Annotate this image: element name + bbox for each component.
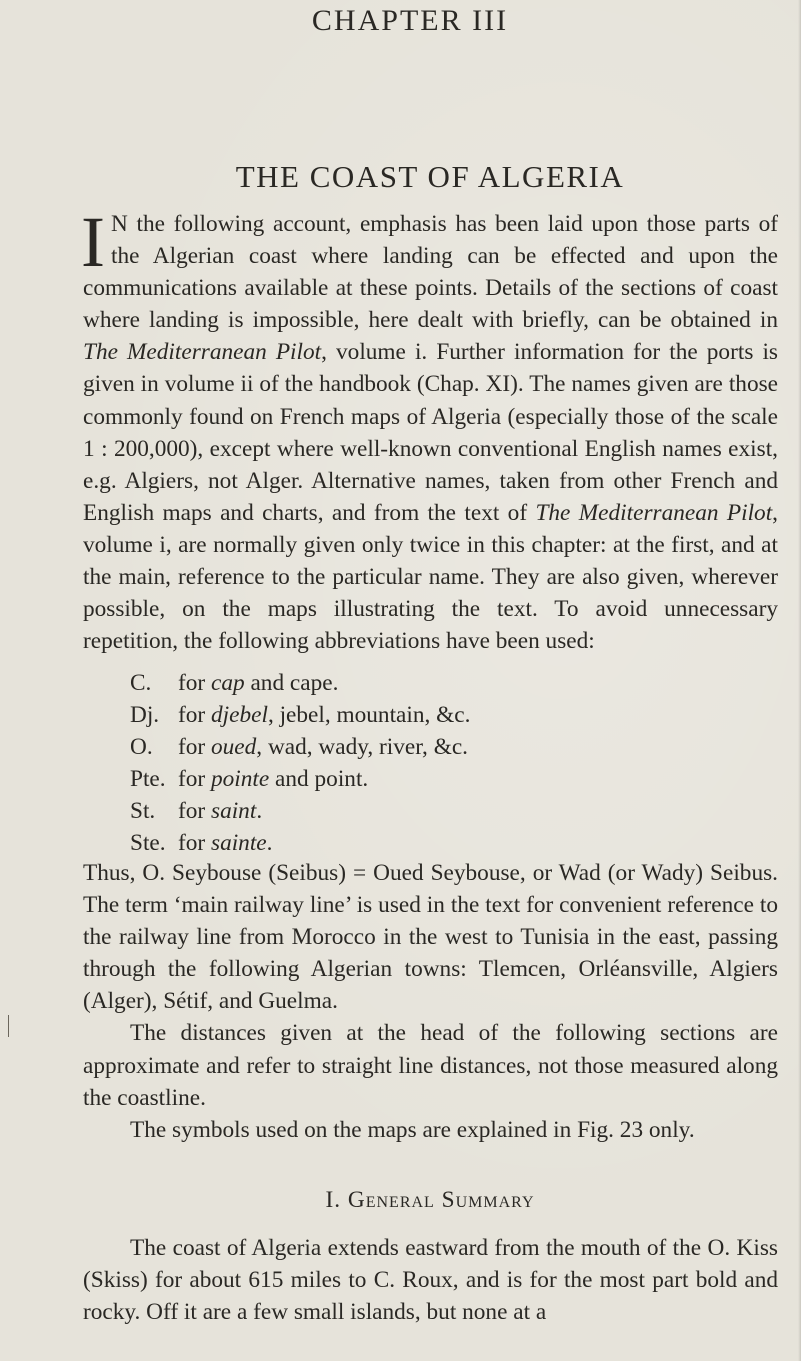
paragraph-distances: The distances given at the head of the following sections are approximate and refer to straight line distances, not those measured along the coastline. <box>83 1020 778 1111</box>
intro-italic-title-2: The Mediterranean Pilot <box>535 499 773 526</box>
abbreviation-item <box>130 763 770 795</box>
abbreviation-prefix: for <box>178 702 211 729</box>
abbreviation-term: cap <box>211 670 245 696</box>
section-heading <box>130 1185 730 1215</box>
abbreviation-item <box>130 827 770 859</box>
abbreviation-key: Ste. <box>130 830 166 857</box>
drop-cap: I <box>81 202 105 282</box>
paragraph-symbols: The symbols used on the maps are explained in Fig. 23 only. <box>130 1116 695 1143</box>
margin-mark <box>8 1015 9 1037</box>
section-number: I. <box>325 1187 342 1213</box>
abbreviation-term: djebel <box>211 702 268 729</box>
abbreviation-meaning: , jebel, mountain, &c. <box>267 702 471 729</box>
intro-text-part1: N the following account, emphasis has been laid upon those parts of the Algerian coast where landing can be effected and upon the communications available at these points. Details of the sections of coast where landing is impossible, here dealt with briefly, can be obtained in <box>83 211 778 334</box>
intro-paragraph <box>81 202 778 657</box>
abbreviation-item <box>130 699 770 731</box>
abbreviation-meaning: . <box>256 798 263 825</box>
paragraph-abbreviation-example: Thus, O. Seybouse (Seibus) = Oued Seybouse, or Wad (or Wady) Seibus. The term ‘main railway line’ is used in the text for convenient reference to the railway line from Morocco in the west to Tunisia in the east, passing through the following Algerian towns: Tlemcen, Orléansville, Algiers (Alger), Sétif, and Guelma. <box>83 860 778 1015</box>
chapter-title: THE COAST OF ALGERIA <box>235 159 625 194</box>
abbreviation-item <box>130 667 770 699</box>
intro-italic-title-1: The Mediterranean Pilot <box>83 339 322 366</box>
abbreviation-meaning: and point. <box>269 766 369 793</box>
abbreviation-meaning: , wad, wady, river, &c. <box>256 734 468 761</box>
abbreviation-key: Dj. <box>130 702 160 729</box>
abbreviation-prefix: for <box>178 798 211 825</box>
abbreviation-meaning: and cape. <box>244 670 339 696</box>
summary-paragraph: The coast of Algeria extends eastward from the mouth of the O. Kiss (Skiss) for about 615 miles to C. Roux, and is for the most part bold and rocky. Off it are a few small islands, but none at a <box>83 1235 778 1326</box>
abbreviation-term: oued <box>211 734 257 761</box>
abbreviation-prefix: for <box>178 766 211 793</box>
abbreviation-prefix: for <box>178 830 211 857</box>
section-title: General Summary <box>347 1187 535 1213</box>
abbreviation-list <box>130 667 770 860</box>
abbreviation-key: St. <box>130 798 156 825</box>
intro-text-part2: , volume i. Further information for the ports is given in volume ii of the handbook (Chap. XI). The names given are those commonly found on French maps of Algeria (especially those of the scale 1 : 200,000), except where well-known conventional English names exist, e.g. Algiers, not Alger. Alternative names, taken from other French and English maps and charts, and from the text of <box>83 339 778 526</box>
abbreviation-key: Pte. <box>130 766 166 793</box>
abbreviation-key: O. <box>130 734 153 761</box>
abbreviation-meaning: . <box>266 830 273 857</box>
chapter-label: CHAPTER III <box>311 4 509 37</box>
abbreviation-term: pointe <box>211 766 270 793</box>
abbreviation-key: C. <box>130 670 152 696</box>
intro-text-part3: , volume i, are normally given only twice in this chapter: at the first, and at the main, reference to the particular name. They are also given, wherever possible, on the maps illustrating the text. To avoid unnecessary repetition, the following abbreviations have been used: <box>83 499 778 655</box>
body-text <box>83 857 778 1146</box>
abbreviation-prefix: for <box>178 734 211 761</box>
abbreviation-prefix: for <box>178 670 211 696</box>
abbreviation-term: saint <box>211 798 257 825</box>
abbreviation-item <box>130 795 770 827</box>
abbreviation-term: sainte <box>211 830 267 857</box>
abbreviation-item <box>130 731 770 763</box>
